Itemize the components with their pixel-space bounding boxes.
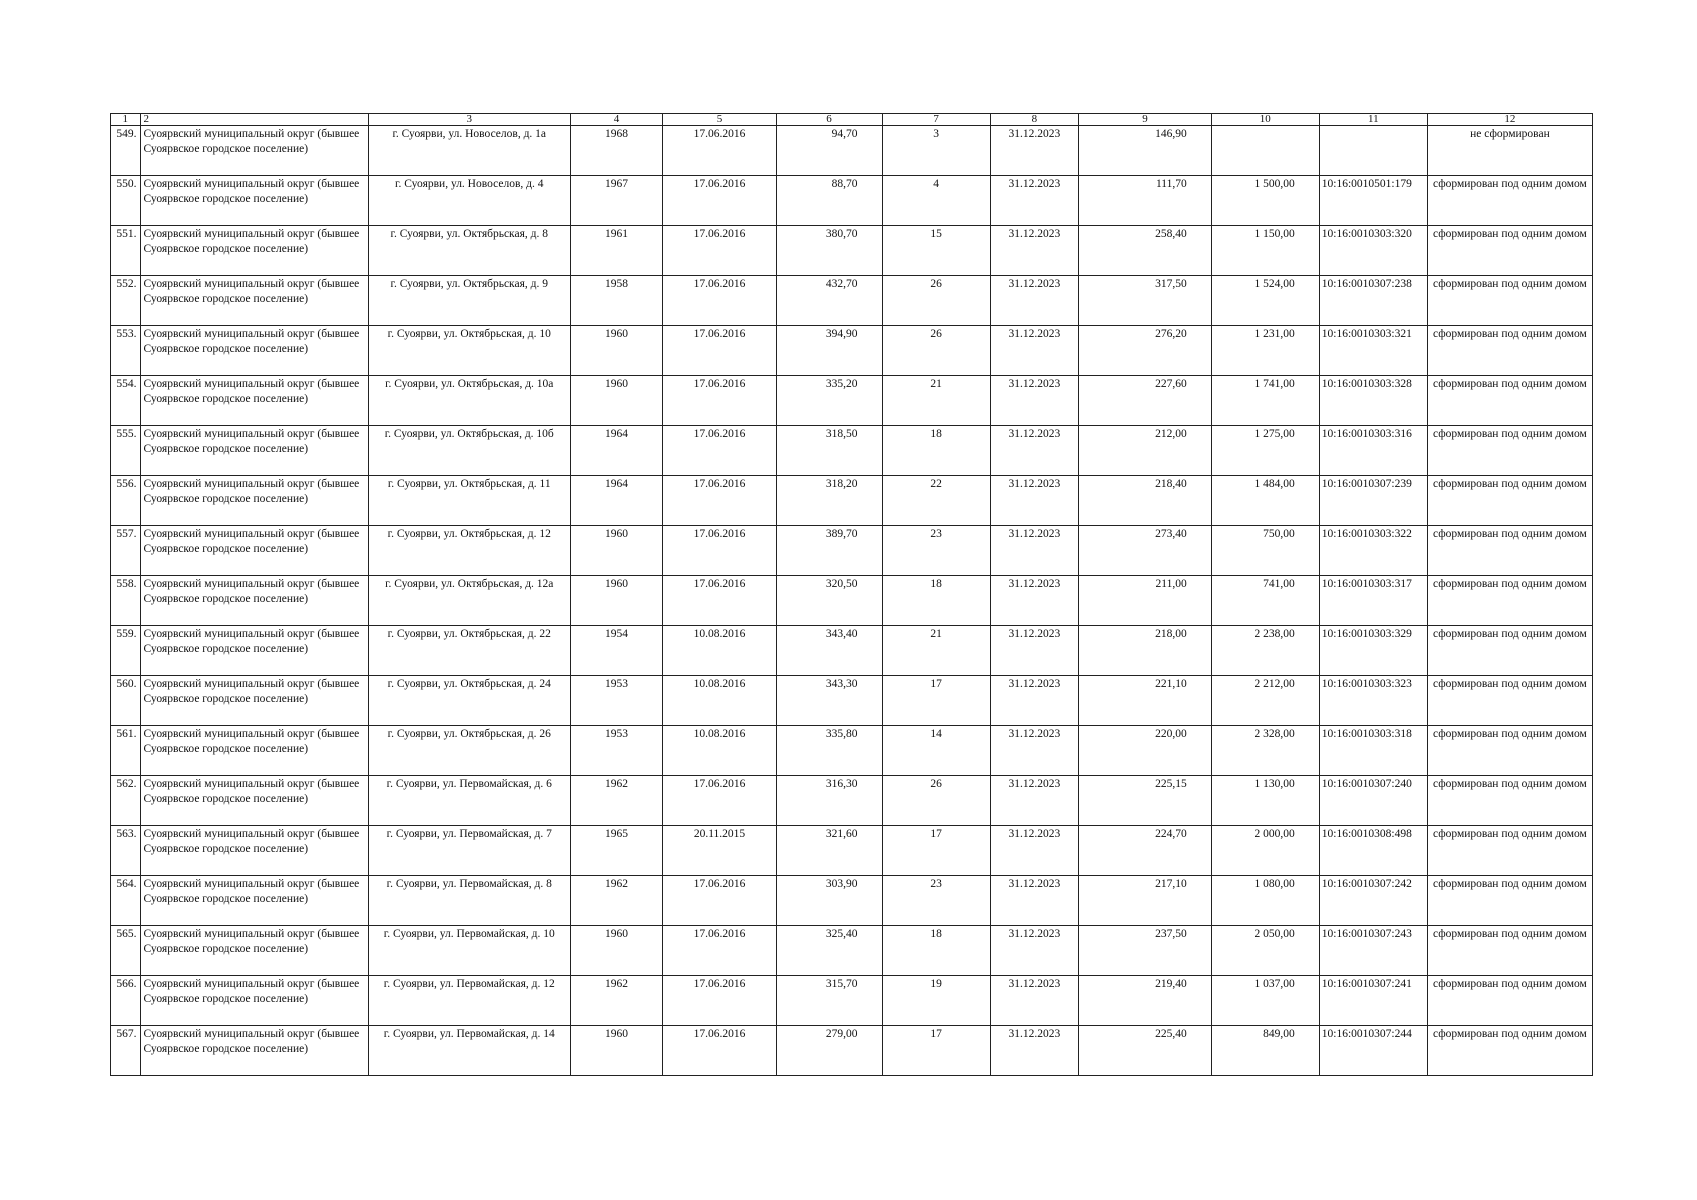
status-cell: сформирован под одним домом [1427, 726, 1592, 776]
row-number: 563. [111, 826, 141, 876]
area-cell: 316,30 [776, 776, 882, 826]
table-row [111, 326, 1593, 376]
land-area-cell: 2 050,00 [1211, 926, 1319, 976]
column-number-5: 5 [663, 114, 776, 126]
deadline-cell: 31.12.2023 [990, 576, 1079, 626]
column-number-3: 3 [368, 114, 570, 126]
cadastral-number-cell: 10:16:0010307:242 [1319, 876, 1427, 926]
land-area-cell: 750,00 [1211, 526, 1319, 576]
table-row [111, 926, 1593, 976]
address-cell: г. Суоярви, ул. Октябрьская, д. 10 [368, 326, 570, 376]
count-cell: 18 [882, 576, 990, 626]
column-number-4: 4 [570, 114, 663, 126]
deadline-cell: 31.12.2023 [990, 176, 1079, 226]
area-2-cell: 258,40 [1079, 226, 1212, 276]
area-2-cell: 146,90 [1079, 126, 1212, 176]
table-row [111, 526, 1593, 576]
cadastral-number-cell: 10:16:0010303:316 [1319, 426, 1427, 476]
deadline-cell: 31.12.2023 [990, 476, 1079, 526]
cadastral-number-cell: 10:16:0010303:318 [1319, 726, 1427, 776]
year-cell: 1962 [570, 976, 663, 1026]
date-cell: 17.06.2016 [663, 226, 776, 276]
area-cell: 318,50 [776, 426, 882, 476]
column-number-11: 11 [1319, 114, 1427, 126]
row-number: 558. [111, 576, 141, 626]
area-2-cell: 218,00 [1079, 626, 1212, 676]
count-cell: 23 [882, 526, 990, 576]
deadline-cell: 31.12.2023 [990, 826, 1079, 876]
status-cell: сформирован под одним домом [1427, 626, 1592, 676]
status-cell: сформирован под одним домом [1427, 276, 1592, 326]
column-number-7: 7 [882, 114, 990, 126]
status-cell: сформирован под одним домом [1427, 576, 1592, 626]
deadline-cell: 31.12.2023 [990, 126, 1079, 176]
address-cell: г. Суоярви, ул. Октябрьская, д. 10б [368, 426, 570, 476]
cadastral-number-cell: 10:16:0010303:317 [1319, 576, 1427, 626]
area-cell: 432,70 [776, 276, 882, 326]
area-2-cell: 227,60 [1079, 376, 1212, 426]
row-number: 549. [111, 126, 141, 176]
deadline-cell: 31.12.2023 [990, 676, 1079, 726]
area-2-cell: 221,10 [1079, 676, 1212, 726]
cadastral-number-cell: 10:16:0010307:239 [1319, 476, 1427, 526]
row-number: 562. [111, 776, 141, 826]
count-cell: 17 [882, 1026, 990, 1076]
year-cell: 1960 [570, 1026, 663, 1076]
municipality-cell: Суоярвский муниципальный округ (бывшее Суоярвское городское поселение) [140, 426, 368, 476]
column-number-1: 1 [111, 114, 141, 126]
land-area-cell: 2 212,00 [1211, 676, 1319, 726]
row-number: 552. [111, 276, 141, 326]
cadastral-number-cell: 10:16:0010303:328 [1319, 376, 1427, 426]
land-area-cell: 1 130,00 [1211, 776, 1319, 826]
column-number-9: 9 [1079, 114, 1212, 126]
municipality-cell: Суоярвский муниципальный округ (бывшее Суоярвское городское поселение) [140, 926, 368, 976]
count-cell: 22 [882, 476, 990, 526]
date-cell: 17.06.2016 [663, 876, 776, 926]
deadline-cell: 31.12.2023 [990, 326, 1079, 376]
table-row [111, 676, 1593, 726]
area-2-cell: 273,40 [1079, 526, 1212, 576]
row-number: 555. [111, 426, 141, 476]
address-cell: г. Суоярви, ул. Первомайская, д. 6 [368, 776, 570, 826]
area-cell: 335,80 [776, 726, 882, 776]
area-cell: 320,50 [776, 576, 882, 626]
date-cell: 17.06.2016 [663, 426, 776, 476]
table-row [111, 476, 1593, 526]
area-cell: 88,70 [776, 176, 882, 226]
date-cell: 17.06.2016 [663, 526, 776, 576]
year-cell: 1962 [570, 776, 663, 826]
table-row [111, 176, 1593, 226]
cadastral-number-cell: 10:16:0010303:320 [1319, 226, 1427, 276]
land-area-cell: 2 238,00 [1211, 626, 1319, 676]
row-number: 564. [111, 876, 141, 926]
address-cell: г. Суоярви, ул. Октябрьская, д. 24 [368, 676, 570, 726]
area-cell: 315,70 [776, 976, 882, 1026]
row-number: 561. [111, 726, 141, 776]
count-cell: 21 [882, 376, 990, 426]
count-cell: 3 [882, 126, 990, 176]
area-cell: 321,60 [776, 826, 882, 876]
table-row [111, 126, 1593, 176]
year-cell: 1961 [570, 226, 663, 276]
cadastral-number-cell: 10:16:0010307:244 [1319, 1026, 1427, 1076]
table-row [111, 1026, 1593, 1076]
land-area-cell: 741,00 [1211, 576, 1319, 626]
status-cell: сформирован под одним домом [1427, 176, 1592, 226]
column-number-8: 8 [990, 114, 1079, 126]
column-number-6: 6 [776, 114, 882, 126]
municipality-cell: Суоярвский муниципальный округ (бывшее Суоярвское городское поселение) [140, 526, 368, 576]
address-cell: г. Суоярви, ул. Октябрьская, д. 10а [368, 376, 570, 426]
date-cell: 17.06.2016 [663, 576, 776, 626]
table-row [111, 226, 1593, 276]
table-row [111, 426, 1593, 476]
row-number: 557. [111, 526, 141, 576]
area-2-cell: 220,00 [1079, 726, 1212, 776]
deadline-cell: 31.12.2023 [990, 776, 1079, 826]
land-area-cell: 1 500,00 [1211, 176, 1319, 226]
status-cell: сформирован под одним домом [1427, 226, 1592, 276]
count-cell: 17 [882, 676, 990, 726]
status-cell: сформирован под одним домом [1427, 1026, 1592, 1076]
row-number: 567. [111, 1026, 141, 1076]
table-row [111, 876, 1593, 926]
year-cell: 1964 [570, 476, 663, 526]
deadline-cell: 31.12.2023 [990, 1026, 1079, 1076]
date-cell: 17.06.2016 [663, 926, 776, 976]
count-cell: 15 [882, 226, 990, 276]
address-cell: г. Суоярви, ул. Октябрьская, д. 22 [368, 626, 570, 676]
date-cell: 17.06.2016 [663, 1026, 776, 1076]
deadline-cell: 31.12.2023 [990, 426, 1079, 476]
row-number: 566. [111, 976, 141, 1026]
status-cell: сформирован под одним домом [1427, 776, 1592, 826]
date-cell: 17.06.2016 [663, 276, 776, 326]
area-2-cell: 224,70 [1079, 826, 1212, 876]
date-cell: 10.08.2016 [663, 626, 776, 676]
status-cell: сформирован под одним домом [1427, 676, 1592, 726]
deadline-cell: 31.12.2023 [990, 376, 1079, 426]
address-cell: г. Суоярви, ул. Первомайская, д. 12 [368, 976, 570, 1026]
land-area-cell: 849,00 [1211, 1026, 1319, 1076]
municipality-cell: Суоярвский муниципальный округ (бывшее Суоярвское городское поселение) [140, 376, 368, 426]
address-cell: г. Суоярви, ул. Октябрьская, д. 9 [368, 276, 570, 326]
municipality-cell: Суоярвский муниципальный округ (бывшее Суоярвское городское поселение) [140, 826, 368, 876]
year-cell: 1960 [570, 526, 663, 576]
deadline-cell: 31.12.2023 [990, 726, 1079, 776]
municipality-cell: Суоярвский муниципальный округ (бывшее Суоярвское городское поселение) [140, 476, 368, 526]
area-cell: 380,70 [776, 226, 882, 276]
row-number: 551. [111, 226, 141, 276]
date-cell: 17.06.2016 [663, 176, 776, 226]
status-cell: сформирован под одним домом [1427, 476, 1592, 526]
land-area-cell: 2 328,00 [1211, 726, 1319, 776]
row-number: 559. [111, 626, 141, 676]
date-cell: 17.06.2016 [663, 776, 776, 826]
table-row [111, 626, 1593, 676]
area-cell: 94,70 [776, 126, 882, 176]
status-cell: сформирован под одним домом [1427, 376, 1592, 426]
table-row [111, 976, 1593, 1026]
land-area-cell: 1 484,00 [1211, 476, 1319, 526]
area-cell: 325,40 [776, 926, 882, 976]
year-cell: 1954 [570, 626, 663, 676]
cadastral-number-cell: 10:16:0010303:329 [1319, 626, 1427, 676]
land-area-cell: 1 080,00 [1211, 876, 1319, 926]
year-cell: 1962 [570, 876, 663, 926]
count-cell: 17 [882, 826, 990, 876]
municipality-cell: Суоярвский муниципальный округ (бывшее Суоярвское городское поселение) [140, 176, 368, 226]
deadline-cell: 31.12.2023 [990, 276, 1079, 326]
status-cell: сформирован под одним домом [1427, 976, 1592, 1026]
cadastral-number-cell: 10:16:0010303:322 [1319, 526, 1427, 576]
deadline-cell: 31.12.2023 [990, 526, 1079, 576]
header-row [111, 114, 1593, 126]
cadastral-number-cell: 10:16:0010307:243 [1319, 926, 1427, 976]
area-cell: 279,00 [776, 1026, 882, 1076]
municipality-cell: Суоярвский муниципальный округ (бывшее Суоярвское городское поселение) [140, 726, 368, 776]
row-number: 556. [111, 476, 141, 526]
year-cell: 1960 [570, 576, 663, 626]
table-row [111, 776, 1593, 826]
deadline-cell: 31.12.2023 [990, 876, 1079, 926]
status-cell: не сформирован [1427, 126, 1592, 176]
count-cell: 23 [882, 876, 990, 926]
deadline-cell: 31.12.2023 [990, 226, 1079, 276]
year-cell: 1967 [570, 176, 663, 226]
deadline-cell: 31.12.2023 [990, 926, 1079, 976]
status-cell: сформирован под одним домом [1427, 826, 1592, 876]
count-cell: 26 [882, 326, 990, 376]
date-cell: 10.08.2016 [663, 726, 776, 776]
year-cell: 1965 [570, 826, 663, 876]
count-cell: 26 [882, 276, 990, 326]
count-cell: 4 [882, 176, 990, 226]
area-cell: 343,30 [776, 676, 882, 726]
date-cell: 17.06.2016 [663, 326, 776, 376]
area-cell: 394,90 [776, 326, 882, 376]
address-cell: г. Суоярви, ул. Первомайская, д. 7 [368, 826, 570, 876]
table-row [111, 826, 1593, 876]
area-2-cell: 225,15 [1079, 776, 1212, 826]
municipality-cell: Суоярвский муниципальный округ (бывшее Суоярвское городское поселение) [140, 126, 368, 176]
table-row [111, 376, 1593, 426]
register-table [110, 113, 1593, 1076]
land-area-cell: 1 275,00 [1211, 426, 1319, 476]
area-2-cell: 237,50 [1079, 926, 1212, 976]
land-area-cell [1211, 126, 1319, 176]
address-cell: г. Суоярви, ул. Октябрьская, д. 12а [368, 576, 570, 626]
date-cell: 17.06.2016 [663, 376, 776, 426]
municipality-cell: Суоярвский муниципальный округ (бывшее Суоярвское городское поселение) [140, 676, 368, 726]
column-number-10: 10 [1211, 114, 1319, 126]
count-cell: 21 [882, 626, 990, 676]
area-cell: 303,90 [776, 876, 882, 926]
area-cell: 389,70 [776, 526, 882, 576]
year-cell: 1960 [570, 926, 663, 976]
area-cell: 343,40 [776, 626, 882, 676]
land-area-cell: 1 524,00 [1211, 276, 1319, 326]
municipality-cell: Суоярвский муниципальный округ (бывшее Суоярвское городское поселение) [140, 226, 368, 276]
address-cell: г. Суоярви, ул. Новоселов, д. 4 [368, 176, 570, 226]
land-area-cell: 1 741,00 [1211, 376, 1319, 426]
land-area-cell: 1 231,00 [1211, 326, 1319, 376]
municipality-cell: Суоярвский муниципальный округ (бывшее Суоярвское городское поселение) [140, 776, 368, 826]
address-cell: г. Суоярви, ул. Первомайская, д. 10 [368, 926, 570, 976]
deadline-cell: 31.12.2023 [990, 976, 1079, 1026]
status-cell: сформирован под одним домом [1427, 926, 1592, 976]
status-cell: сформирован под одним домом [1427, 426, 1592, 476]
land-area-cell: 1 037,00 [1211, 976, 1319, 1026]
date-cell: 17.06.2016 [663, 976, 776, 1026]
year-cell: 1960 [570, 326, 663, 376]
table-row [111, 726, 1593, 776]
municipality-cell: Суоярвский муниципальный округ (бывшее Суоярвское городское поселение) [140, 576, 368, 626]
municipality-cell: Суоярвский муниципальный округ (бывшее Суоярвское городское поселение) [140, 976, 368, 1026]
year-cell: 1964 [570, 426, 663, 476]
cadastral-number-cell: 10:16:0010307:241 [1319, 976, 1427, 1026]
land-area-cell: 2 000,00 [1211, 826, 1319, 876]
row-number: 560. [111, 676, 141, 726]
cadastral-number-cell: 10:16:0010307:240 [1319, 776, 1427, 826]
status-cell: сформирован под одним домом [1427, 326, 1592, 376]
status-cell: сформирован под одним домом [1427, 876, 1592, 926]
count-cell: 18 [882, 426, 990, 476]
count-cell: 19 [882, 976, 990, 1026]
document-page [110, 113, 1593, 1076]
date-cell: 17.06.2016 [663, 476, 776, 526]
count-cell: 14 [882, 726, 990, 776]
municipality-cell: Суоярвский муниципальный округ (бывшее Суоярвское городское поселение) [140, 626, 368, 676]
municipality-cell: Суоярвский муниципальный округ (бывшее Суоярвское городское поселение) [140, 326, 368, 376]
table-body [111, 126, 1593, 1076]
address-cell: г. Суоярви, ул. Первомайская, д. 14 [368, 1026, 570, 1076]
area-cell: 335,20 [776, 376, 882, 426]
year-cell: 1960 [570, 376, 663, 426]
area-2-cell: 217,10 [1079, 876, 1212, 926]
address-cell: г. Суоярви, ул. Октябрьская, д. 26 [368, 726, 570, 776]
cadastral-number-cell: 10:16:0010303:323 [1319, 676, 1427, 726]
row-number: 565. [111, 926, 141, 976]
cadastral-number-cell: 10:16:0010303:321 [1319, 326, 1427, 376]
column-number-12: 12 [1427, 114, 1592, 126]
date-cell: 10.08.2016 [663, 676, 776, 726]
address-cell: г. Суоярви, ул. Октябрьская, д. 11 [368, 476, 570, 526]
count-cell: 18 [882, 926, 990, 976]
address-cell: г. Суоярви, ул. Первомайская, д. 8 [368, 876, 570, 926]
year-cell: 1953 [570, 676, 663, 726]
area-2-cell: 211,00 [1079, 576, 1212, 626]
area-2-cell: 317,50 [1079, 276, 1212, 326]
row-number: 553. [111, 326, 141, 376]
cadastral-number-cell: 10:16:0010307:238 [1319, 276, 1427, 326]
table-row [111, 276, 1593, 326]
row-number: 550. [111, 176, 141, 226]
area-cell: 318,20 [776, 476, 882, 526]
year-cell: 1958 [570, 276, 663, 326]
area-2-cell: 219,40 [1079, 976, 1212, 1026]
cadastral-number-cell [1319, 126, 1427, 176]
cadastral-number-cell: 10:16:0010308:498 [1319, 826, 1427, 876]
address-cell: г. Суоярви, ул. Октябрьская, д. 12 [368, 526, 570, 576]
deadline-cell: 31.12.2023 [990, 626, 1079, 676]
address-cell: г. Суоярви, ул. Октябрьская, д. 8 [368, 226, 570, 276]
row-number: 554. [111, 376, 141, 426]
count-cell: 26 [882, 776, 990, 826]
date-cell: 20.11.2015 [663, 826, 776, 876]
municipality-cell: Суоярвский муниципальный округ (бывшее Суоярвское городское поселение) [140, 1026, 368, 1076]
area-2-cell: 276,20 [1079, 326, 1212, 376]
status-cell: сформирован под одним домом [1427, 526, 1592, 576]
area-2-cell: 111,70 [1079, 176, 1212, 226]
area-2-cell: 225,40 [1079, 1026, 1212, 1076]
address-cell: г. Суоярви, ул. Новоселов, д. 1а [368, 126, 570, 176]
year-cell: 1953 [570, 726, 663, 776]
area-2-cell: 212,00 [1079, 426, 1212, 476]
table-row [111, 576, 1593, 626]
municipality-cell: Суоярвский муниципальный округ (бывшее Суоярвское городское поселение) [140, 876, 368, 926]
date-cell: 17.06.2016 [663, 126, 776, 176]
land-area-cell: 1 150,00 [1211, 226, 1319, 276]
column-number-2: 2 [140, 114, 368, 126]
year-cell: 1968 [570, 126, 663, 176]
area-2-cell: 218,40 [1079, 476, 1212, 526]
municipality-cell: Суоярвский муниципальный округ (бывшее Суоярвское городское поселение) [140, 276, 368, 326]
cadastral-number-cell: 10:16:0010501:179 [1319, 176, 1427, 226]
